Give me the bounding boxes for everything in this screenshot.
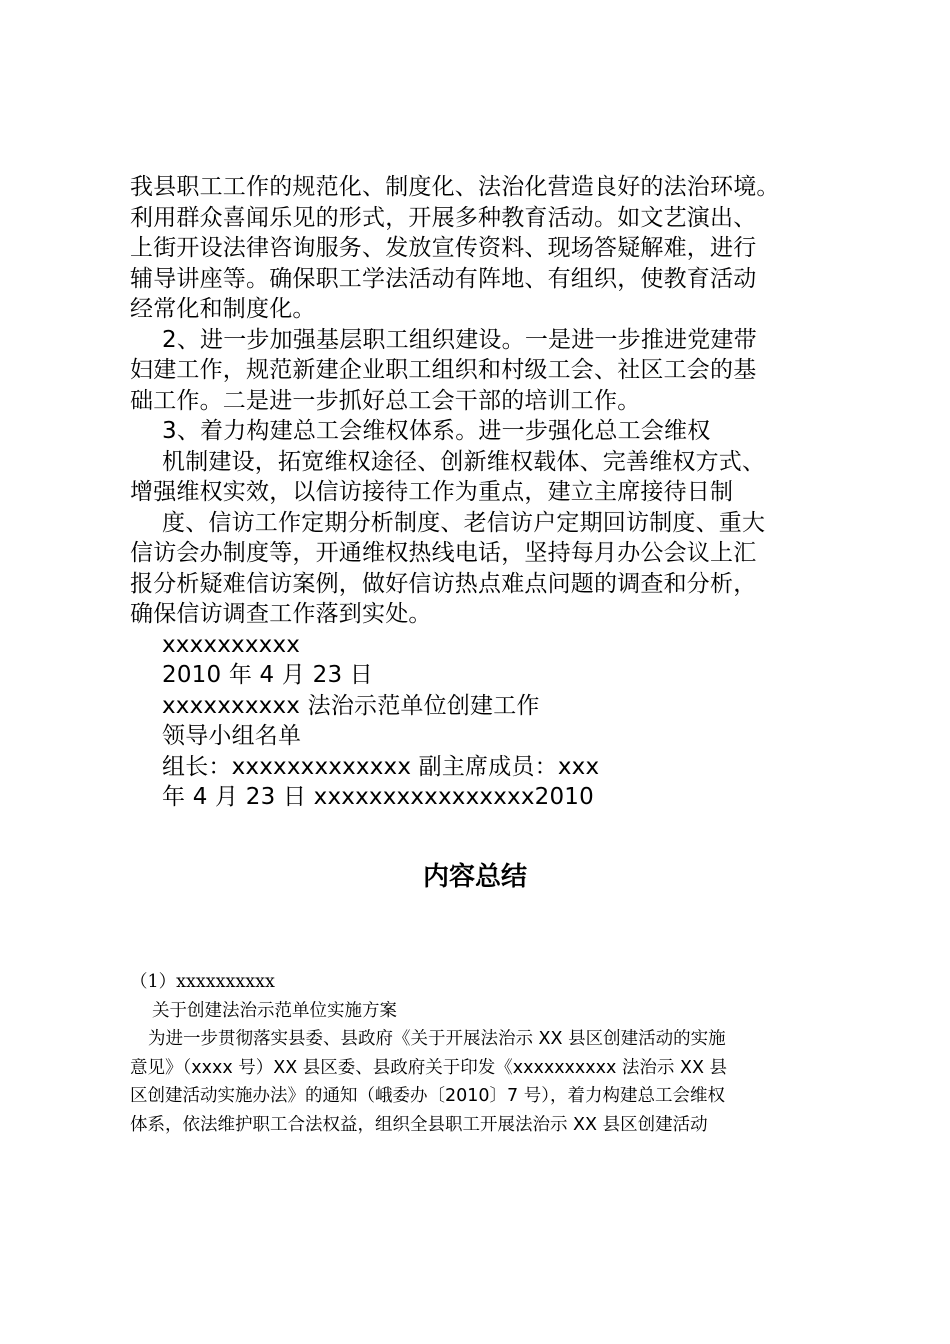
text-line: 辅导讲座等。确保职工学法活动有阵地、有组织，使教育活动 — [130, 265, 757, 292]
text-line: 上街开设法律咨询服务、发放宣传资料、现场答疑解难，进行 — [130, 235, 757, 261]
text-line: 增强维权实效，以信访接待工作为重点，建立主席接待日制 — [130, 479, 734, 505]
text-line: 体系，依法维护职工合法权益，组织全县职工开展法治示 XX 县区创建活动 — [130, 1114, 708, 1135]
text-line: 区创建活动实施办法》的通知（峨委办〔2010〕7 号），着力构建总工会维权 — [130, 1086, 725, 1106]
text-line: 2、进一步加强基层职工组织建设。一是进一步推进党建带 — [162, 326, 757, 353]
text-line: 经常化和制度化。 — [130, 296, 316, 322]
text-line: 2010 年 4 月 23 日 — [162, 662, 373, 688]
text-line: 我县职工工作的规范化、制度化、法治化营造良好的法治环境。 — [130, 174, 780, 200]
text-line: 年 4 月 23 日 xxxxxxxxxxxxxxxx2010 — [162, 784, 594, 810]
summary-heading: 内容总结 — [422, 862, 527, 892]
text-line: 领导小组名单 — [162, 723, 302, 749]
text-line: 信访会办制度等，开通维权热线电话，坚持每月办公会议上汇 — [130, 540, 757, 566]
text-line: 组长：xxxxxxxxxxxxx 副主席成员：xxx — [162, 753, 600, 780]
text-line: 关于创建法治示范单位实施方案 — [152, 1000, 397, 1021]
text-line: （1）xxxxxxxxxx — [130, 972, 275, 992]
text-line: 础工作。二是进一步抓好总工会干部的培训工作。 — [130, 387, 641, 414]
text-line: 度、信访工作定期分析制度、老信访户定期回访制度、重大 — [162, 509, 766, 536]
text-line: 妇建工作，规范新建企业职工组织和村级工会、社区工会的基 — [130, 357, 757, 383]
text-line: 机制建设，拓宽维权途径、创新维权载体、完善维权方式、 — [162, 448, 766, 475]
body-text-lower — [130, 968, 850, 1139]
text-line: xxxxxxxxxx — [162, 631, 301, 658]
text-line: 为进一步贯彻落实县委、县政府《关于开展法治示 XX 县区创建活动的实施 — [148, 1029, 726, 1049]
text-line: 3、着力构建总工会维权体系。进一步强化总工会维权 — [162, 418, 711, 444]
text-line: xxxxxxxxxx 法治示范单位创建工作 — [162, 692, 540, 719]
body-text-upper — [130, 172, 850, 813]
text-line: 意见》（xxxx 号）XX 县区委、县政府关于印发《xxxxxxxxxx 法治示 XX 县 — [130, 1057, 728, 1078]
text-line: 报分析疑难信访案例，做好信访热点难点问题的调查和分析， — [130, 570, 757, 597]
text-line: 确保信访调查工作落到实处。 — [130, 601, 432, 627]
text-line: 利用群众喜闻乐见的形式，开展多种教育活动。如文艺演出、 — [130, 204, 757, 231]
